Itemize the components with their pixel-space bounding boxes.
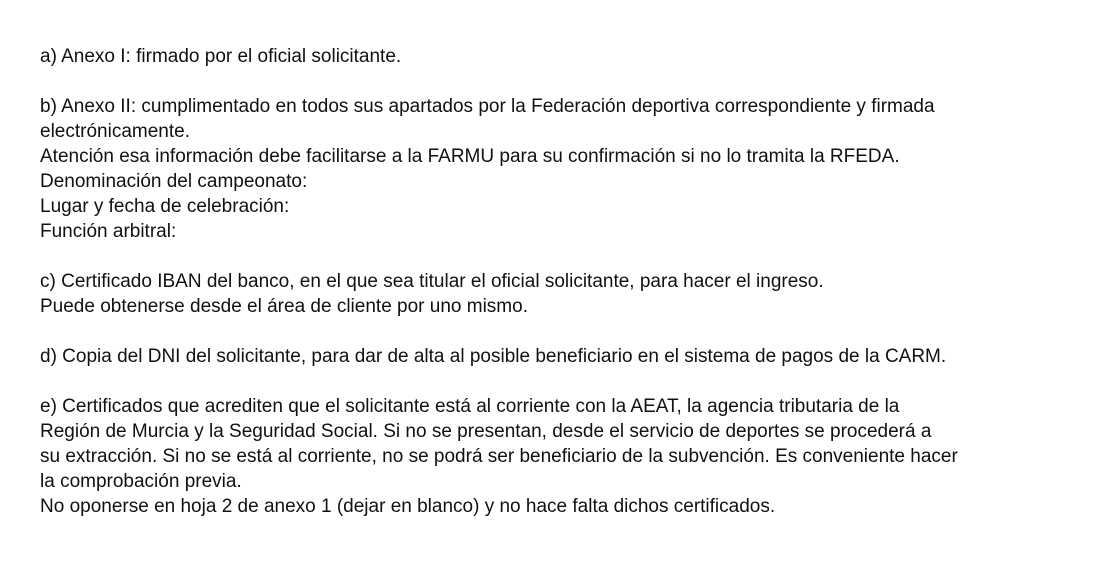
section-c-line: Puede obtenerse desde el área de cliente por uno mismo.	[40, 296, 528, 317]
section-c	[40, 269, 1070, 319]
section-e-line: e) Certificados que acrediten que el solicitante está al corriente con la AEAT, la agencia tributaria de la	[40, 396, 900, 417]
section-e	[40, 394, 1070, 519]
section-a-line: a) Anexo I: firmado por el oficial solicitante.	[40, 46, 402, 67]
section-a	[40, 44, 1070, 69]
section-e-line: su extracción. Si no se está al corriente, no se podrá ser beneficiario de la subvención. Es conveniente hacer	[40, 446, 958, 467]
section-b-line: electrónicamente.	[40, 121, 190, 142]
section-e-line: No oponerse en hoja 2 de anexo 1 (dejar en blanco) y no hace falta dichos certificados.	[40, 496, 776, 517]
section-c-line: c) Certificado IBAN del banco, en el que sea titular el oficial solicitante, para hacer el ingreso.	[40, 271, 824, 292]
place-date-label: Lugar y fecha de celebración:	[40, 196, 290, 217]
section-b-line: b) Anexo II: cumplimentado en todos sus apartados por la Federación deportiva correspondiente y firmada	[40, 96, 935, 117]
section-b	[40, 94, 1070, 244]
section-d-line: d) Copia del DNI del solicitante, para dar de alta al posible beneficiario en el sistema de pagos de la CARM.	[40, 346, 947, 367]
referee-role-label: Función arbitral:	[40, 221, 177, 242]
section-e-line: la comprobación previa.	[40, 471, 242, 492]
section-d	[40, 344, 1070, 369]
championship-name-label: Denominación del campeonato:	[40, 171, 308, 192]
section-b-line: Atención esa información debe facilitarse a la FARMU para su confirmación si no lo tramita la RFEDA.	[40, 146, 900, 167]
section-e-line: Región de Murcia y la Seguridad Social. Si no se presentan, desde el servicio de deportes se procederá a	[40, 421, 932, 442]
